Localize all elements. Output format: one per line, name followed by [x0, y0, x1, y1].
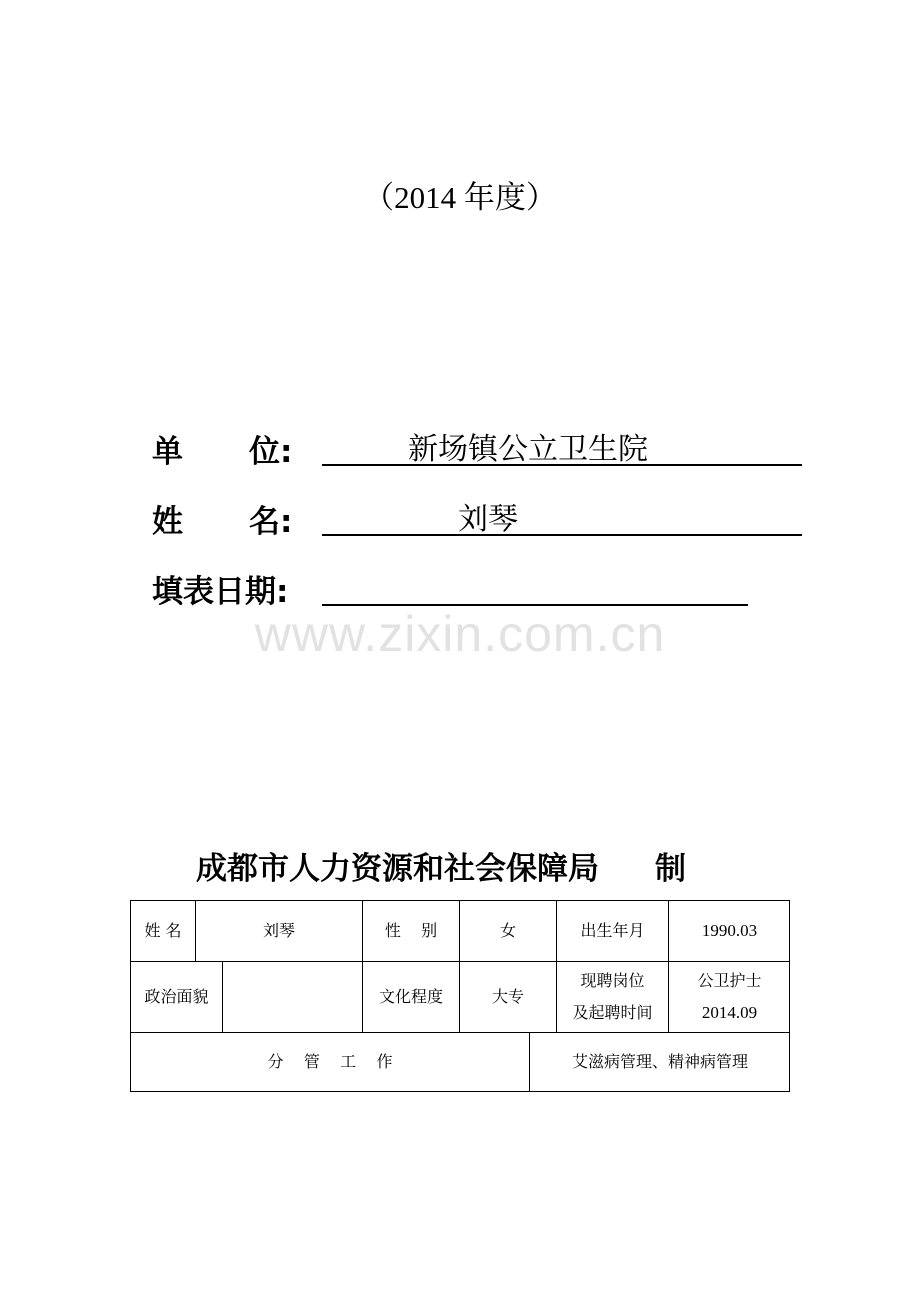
education-label-cell: 文化程度 — [363, 962, 460, 1033]
unit-value: 新场镇公立卫生院 — [408, 432, 648, 467]
birth-label-cell: 出生年月 — [557, 901, 669, 962]
gender-value-cell: 女 — [460, 901, 557, 962]
name-value-cell: 刘琴 — [196, 901, 363, 962]
birth-value-cell: 1990.03 — [669, 901, 790, 962]
unit-field — [152, 426, 812, 476]
gender-label-cell: 性 别 — [363, 901, 460, 962]
name-line — [322, 490, 802, 536]
name-label: 姓 名: — [152, 504, 293, 540]
post-value-cell: 公卫护士 2014.09 — [669, 962, 790, 1033]
duty-label-cell: 分 管 工 作 — [131, 1033, 530, 1091]
date-label: 填表日期: — [152, 574, 289, 610]
year-title: （2014 年度） — [363, 180, 557, 215]
issuer-org: 成都市人力资源和社会保障局 — [196, 851, 599, 887]
unit-label: 单 位: — [152, 434, 293, 470]
name-label-cell: 姓 名 — [131, 901, 196, 962]
duty-value-cell: 艾滋病管理、精神病管理 — [571, 1052, 748, 1071]
name-value: 刘琴 — [458, 502, 518, 537]
name-field — [152, 496, 812, 546]
political-label-cell: 政治面貌 — [131, 962, 223, 1033]
issuer-line — [196, 843, 686, 888]
date-line — [322, 560, 748, 606]
post-label-cell: 现聘岗位 及起聘时间 — [557, 962, 669, 1033]
issuer-suffix: 制 — [655, 851, 686, 887]
watermark: www.zixin.com.cn — [254, 606, 666, 662]
info-table — [130, 900, 790, 1092]
education-value-cell: 大专 — [460, 962, 557, 1033]
political-value-cell — [223, 962, 363, 1033]
